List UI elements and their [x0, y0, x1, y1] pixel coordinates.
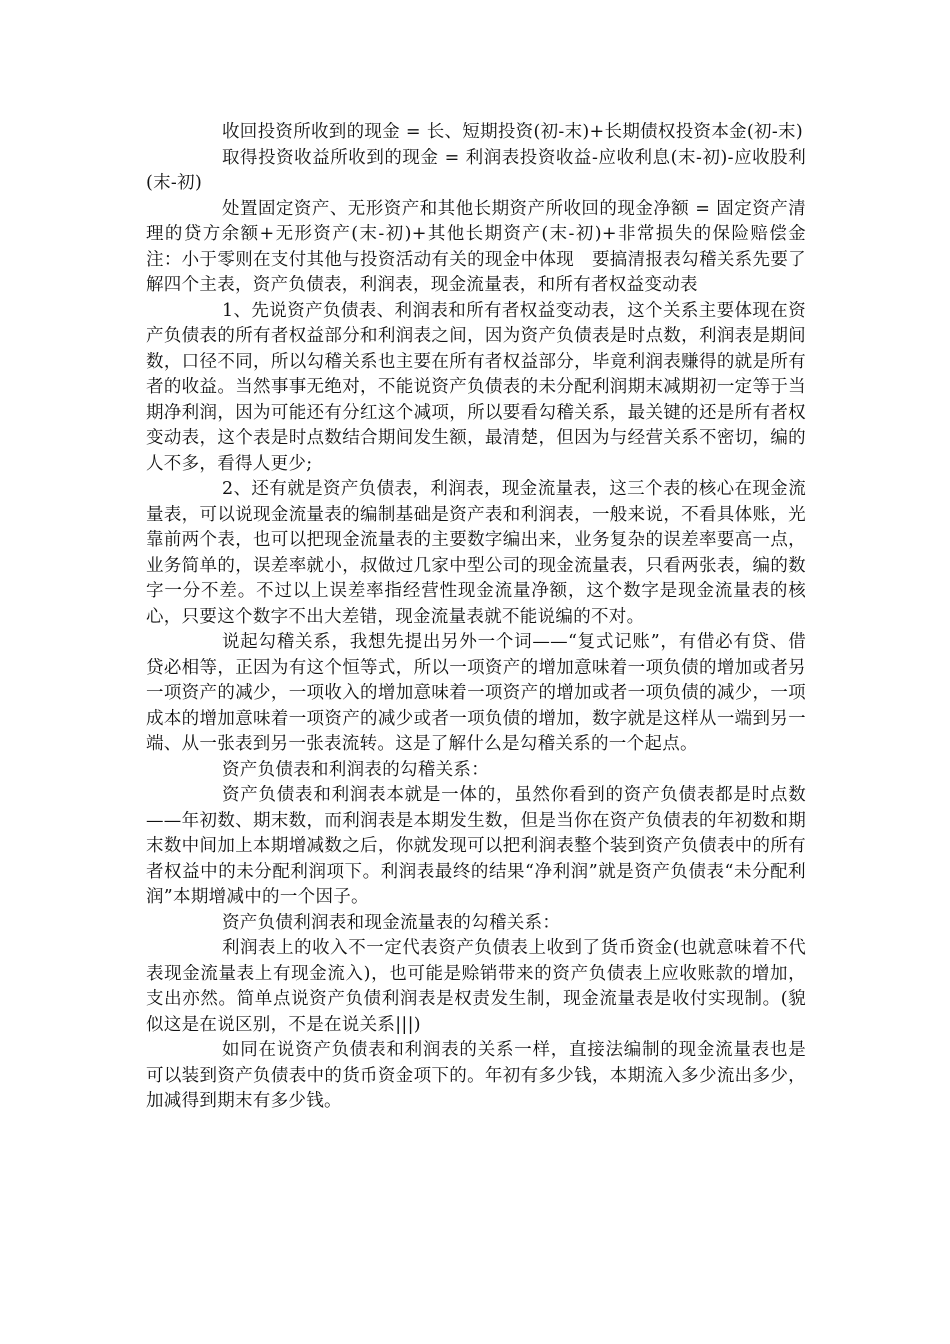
- paragraph-direct-method: 如同在说资产负债表和利润表的关系一样，直接法编制的现金流量表也是可以装到资产负债表中的货币资金项下的。年初有多少钱，本期流入多少流出多少，加减得到期末有多少钱。: [146, 1040, 806, 1111]
- paragraph-point-2: 2、还有就是资产负债表，利润表，现金流量表，这三个表的核心在现金流量表，可以说现金流量表的编制基础是资产表和利润表，一般来说，不看具体账，光靠前两个表，也可以把现金流量表的主要数字编出来，业务复杂的误差率要高一点，业务简单的，误差率就小，叔做过几家中型公司的现金流量表，只看两张表，编的数字一分不差。不过以上误差率指经营性现金流量净额，这个数字是现金流量表的核心，只要这个数字不出大差错，现金流量表就不能说编的不对。: [146, 479, 806, 627]
- paragraph-balance-income: 资产负债表和利润表本就是一体的，虽然你看到的资产负债表都是时点数——年初数、期末数，而利润表是本期发生数，但是当你在资产负债表的年初数和期末数中间加上本期增减数之后，你就发现可以把利润表整个装到资产负债表中的所有者权益中的未分配利润项下。利润表最终的结果“净利润”就是资产负债表“未分配利润”本期增减中的一个因子。: [146, 785, 806, 907]
- paragraph-investment-income: 取得投资收益所收到的现金 = 利润表投资收益-应收利息(末-初)-应收股利(末-初): [146, 147, 806, 193]
- paragraph-double-entry: 说起勾稽关系，我想先提出另外一个词——“复式记账”，有借必有贷、借贷必相等，正因为有这个恒等式，所以一项资产的增加意味着一项负债的增加或者另一项资产的减少，一项收入的增加意味着一项资产的增加或者一项负债的减少，一项成本的增加意味着一项资产的减少或者一项负债的增加，数字就是这样从一端到另一端、从一张表到另一张表流转。这是了解什么是勾稽关系的一个起点。: [146, 632, 806, 754]
- section-heading-cashflow: 资产负债利润表和现金流量表的勾稽关系：: [222, 912, 561, 933]
- paragraph-point-1: 1、先说资产负债表、利润表和所有者权益变动表，这个关系主要体现在资产负债表的所有者权益部分和利润表之间，因为资产负债表是时点数，利润表是期间数，口径不同，所以勾稽关系也主要在所有者权益部分，毕竟利润表赚得的就是所有者的收益。当然事事无绝对，不能说资产负债表的未分配利润期末减期初一定等于当期净利润，因为可能还有分红这个减项，所以要看勾稽关系，最关键的还是所有者权变动表，这个表是时点数结合期间发生额，最清楚，但因为与经营关系不密切，编的人不多，看得人更少;: [146, 300, 806, 474]
- paragraph-investment-recovery: 收回投资所收到的现金 = 长、短期投资(初-末)+长期债权投资本金(初-末): [222, 122, 803, 142]
- paragraph-asset-disposal: 处置固定资产、无形资产和其他长期资产所收回的现金净额 = 固定资产清理的贷方余额+无形资产(末-初)+其他长期资产(末-初)+非常损失的保险赔偿金 注：小于零则在支付其他与投资活动有关的现金中体现 要搞清报表勾稽关系先要了解四个主表，资产负债表，利润表，现金流量表，和所有者权益变动表: [146, 198, 806, 295]
- section-heading-balance-income: 资产负债表和利润表的勾稽关系：: [222, 759, 489, 780]
- paragraph-accrual-vs-cash: 利润表上的收入不一定代表资产负债表上收到了货币资金(也就意味着不代表现金流量表上有现金流入)，也可能是赊销带来的资产负债表上应收账款的增加，支出亦然。简单点说资产负债利润表是权责发生制，现金流量表是收付实现制。(貌似这是在说区别，不是在说关系|||): [146, 938, 806, 1035]
- document-body: [146, 120, 806, 1115]
